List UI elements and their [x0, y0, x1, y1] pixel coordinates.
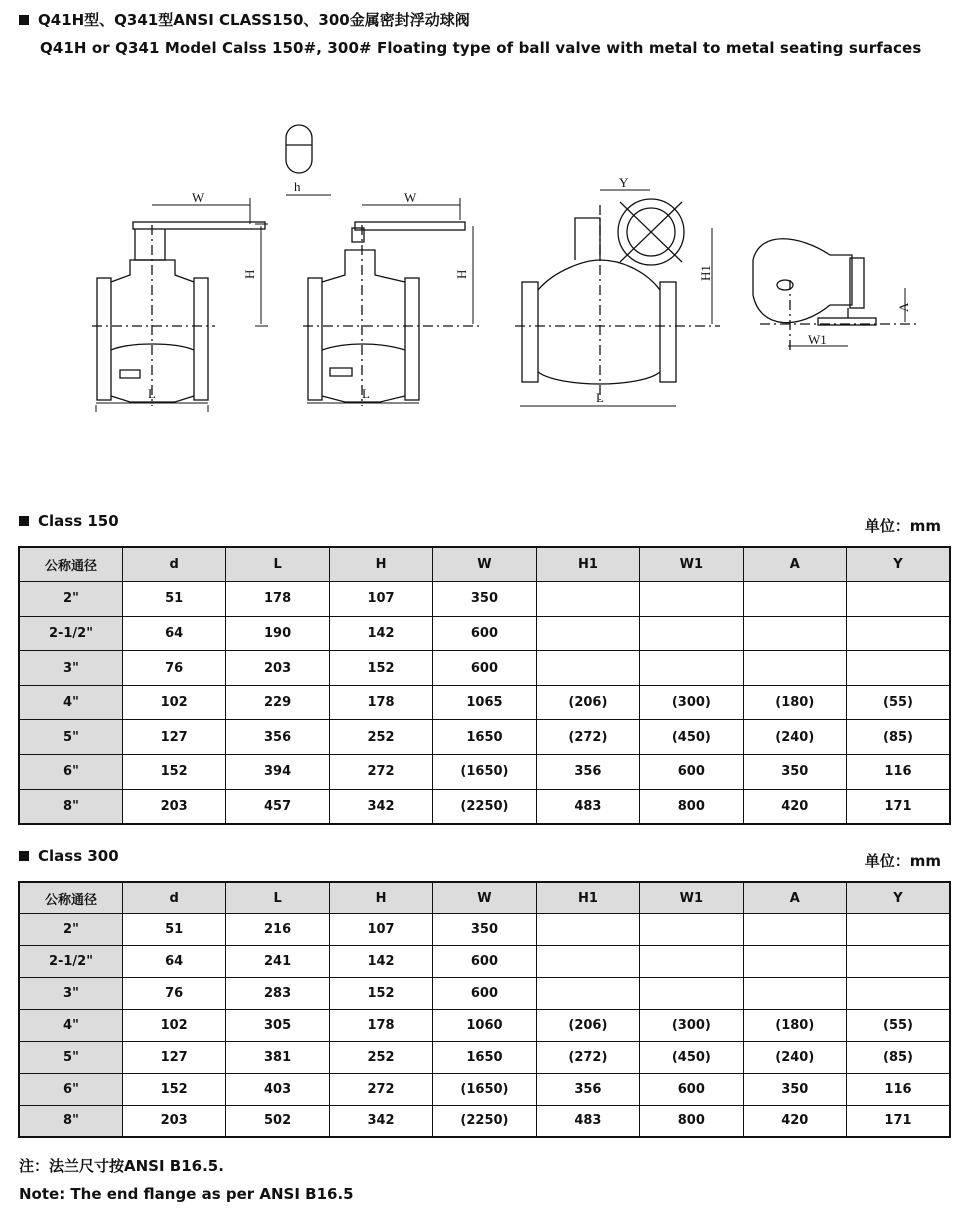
table-cell: [536, 946, 639, 978]
table-cell: (1650): [433, 1073, 536, 1105]
table-cell: 342: [329, 789, 432, 824]
table-cell: 51: [122, 914, 225, 946]
table-cell: 5": [19, 720, 122, 755]
table-cell: [743, 582, 846, 617]
table-cell: 342: [329, 1105, 432, 1137]
table-cell: [640, 914, 743, 946]
table-cell: 420: [743, 1105, 846, 1137]
table-cell: 229: [226, 685, 329, 720]
table-cell: 356: [536, 1073, 639, 1105]
table-cell: [640, 616, 743, 651]
table-cell: 127: [122, 1041, 225, 1073]
table-cell: (2250): [433, 789, 536, 824]
table-cell: (272): [536, 720, 639, 755]
table-cell: 394: [226, 755, 329, 790]
table-cell: [640, 978, 743, 1010]
table-cell: 1065: [433, 685, 536, 720]
class300-unit: 单位：mm: [864, 852, 941, 870]
table-cell: 241: [226, 946, 329, 978]
table-cell: 6": [19, 1073, 122, 1105]
column-header: d: [122, 547, 225, 582]
table-cell: [640, 582, 743, 617]
table-cell: 142: [329, 946, 432, 978]
table-cell: (1650): [433, 755, 536, 790]
table-cell: (300): [640, 1010, 743, 1042]
table-cell: 171: [847, 1105, 951, 1137]
table-cell: 356: [536, 755, 639, 790]
table-cell: 152: [122, 755, 225, 790]
table-cell: (2250): [433, 1105, 536, 1137]
column-header: H1: [536, 882, 639, 914]
table-cell: 2-1/2": [19, 946, 122, 978]
table-cell: [847, 651, 951, 686]
table-cell: (180): [743, 685, 846, 720]
note-zh: 注：法兰尺寸按ANSI B16.5.: [19, 1157, 224, 1175]
table-cell: (55): [847, 1010, 951, 1042]
table-cell: 152: [329, 978, 432, 1010]
table-cell: 283: [226, 978, 329, 1010]
table-row: [19, 914, 950, 946]
table-cell: [640, 651, 743, 686]
valve-drawings: [0, 110, 970, 430]
table-cell: 483: [536, 1105, 639, 1137]
table-cell: [743, 946, 846, 978]
table-row: [19, 755, 950, 790]
table-cell: 3": [19, 978, 122, 1010]
column-header: H: [329, 882, 432, 914]
column-header: L: [226, 547, 329, 582]
column-header: 公称通径: [19, 547, 122, 582]
table-cell: [743, 616, 846, 651]
table-cell: 4": [19, 685, 122, 720]
table-cell: 1650: [433, 720, 536, 755]
column-header: W1: [640, 882, 743, 914]
table-cell: (206): [536, 1010, 639, 1042]
table-cell: (85): [847, 720, 951, 755]
table-cell: 107: [329, 914, 432, 946]
table-cell: 116: [847, 1073, 951, 1105]
table-cell: 350: [433, 914, 536, 946]
lever-valve-drawing-2: [303, 198, 480, 406]
table-row: [19, 685, 950, 720]
label-h1: H1: [698, 265, 713, 281]
table-cell: 457: [226, 789, 329, 824]
table-cell: [743, 651, 846, 686]
table-cell: [743, 978, 846, 1010]
table-cell: 51: [122, 582, 225, 617]
table-cell: (206): [536, 685, 639, 720]
class150-unit: 单位：mm: [864, 517, 941, 535]
table-cell: 76: [122, 978, 225, 1010]
table-cell: 2": [19, 582, 122, 617]
column-header: W1: [640, 547, 743, 582]
page-title-zh: Q41H型、Q341型ANSI CLASS150、300金属密封浮动球阀: [19, 9, 470, 30]
table-cell: (450): [640, 1041, 743, 1073]
column-header: A: [743, 547, 846, 582]
bullet-square-icon: [19, 516, 29, 526]
table-cell: 107: [329, 582, 432, 617]
label-h-small: h: [294, 179, 301, 194]
table-cell: (180): [743, 1010, 846, 1042]
handle-section-drawing: [286, 125, 331, 195]
table-cell: 178: [226, 582, 329, 617]
table-cell: 102: [122, 685, 225, 720]
bullet-square-icon: [19, 15, 29, 25]
table-cell: 350: [743, 1073, 846, 1105]
table-cell: 2-1/2": [19, 616, 122, 651]
table-header-row: [19, 882, 950, 914]
table-cell: 216: [226, 914, 329, 946]
label-w-1: W: [192, 190, 205, 205]
column-header: A: [743, 882, 846, 914]
table-cell: 600: [433, 978, 536, 1010]
table-cell: 190: [226, 616, 329, 651]
table-cell: 381: [226, 1041, 329, 1073]
table-row: [19, 1105, 950, 1137]
label-w1: W1: [808, 332, 827, 347]
table-cell: 350: [743, 755, 846, 790]
table-cell: [536, 616, 639, 651]
table-cell: 252: [329, 720, 432, 755]
table-row: [19, 651, 950, 686]
column-header: 公称通径: [19, 882, 122, 914]
table-cell: 272: [329, 1073, 432, 1105]
table-cell: 152: [329, 651, 432, 686]
label-y: Y: [619, 175, 629, 190]
table-cell: (300): [640, 685, 743, 720]
column-header: H1: [536, 547, 639, 582]
lever-valve-drawing: [92, 198, 268, 412]
table-cell: 8": [19, 789, 122, 824]
table-cell: 5": [19, 1041, 122, 1073]
table-cell: 305: [226, 1010, 329, 1042]
class150-table: [18, 546, 951, 825]
table-cell: 2": [19, 914, 122, 946]
table-cell: 356: [226, 720, 329, 755]
table-cell: [847, 914, 951, 946]
table-cell: [536, 914, 639, 946]
table-cell: 800: [640, 1105, 743, 1137]
table-cell: 203: [226, 651, 329, 686]
table-cell: (450): [640, 720, 743, 755]
table-cell: (85): [847, 1041, 951, 1073]
table-cell: 152: [122, 1073, 225, 1105]
table-cell: 600: [433, 616, 536, 651]
table-cell: 127: [122, 720, 225, 755]
table-cell: 600: [433, 651, 536, 686]
table-row: [19, 1041, 950, 1073]
column-header: d: [122, 882, 225, 914]
label-w-2: W: [404, 190, 417, 205]
table-row: [19, 978, 950, 1010]
class300-title: Class 300: [19, 847, 119, 865]
table-cell: 600: [433, 946, 536, 978]
table-cell: 102: [122, 1010, 225, 1042]
label-l-1: L: [148, 386, 156, 401]
table-cell: [640, 946, 743, 978]
label-h-2: H: [454, 269, 469, 279]
table-cell: 203: [122, 789, 225, 824]
table-row: [19, 1010, 950, 1042]
table-cell: 178: [329, 685, 432, 720]
table-cell: 178: [329, 1010, 432, 1042]
table-cell: 76: [122, 651, 225, 686]
label-l-2: L: [362, 386, 370, 401]
column-header: L: [226, 882, 329, 914]
table-row: [19, 789, 950, 824]
class150-title: Class 150: [19, 512, 119, 530]
table-cell: 203: [122, 1105, 225, 1137]
table-cell: 420: [743, 789, 846, 824]
gearbox-drawing: [753, 239, 920, 350]
note-en: Note: The end flange as per ANSI B16.5: [19, 1185, 354, 1203]
label-h-1: H: [242, 269, 257, 279]
table-row: [19, 1073, 950, 1105]
table-row: [19, 616, 950, 651]
table-row: [19, 720, 950, 755]
table-cell: [847, 978, 951, 1010]
table-cell: (55): [847, 685, 951, 720]
bullet-square-icon: [19, 851, 29, 861]
table-cell: [536, 651, 639, 686]
table-cell: 600: [640, 755, 743, 790]
page-title-en: Q41H or Q341 Model Calss 150#, 300# Floating type of ball valve with metal to metal seating surfaces: [40, 39, 922, 57]
table-cell: 600: [640, 1073, 743, 1105]
table-cell: [847, 616, 951, 651]
table-cell: 1650: [433, 1041, 536, 1073]
table-cell: 3": [19, 651, 122, 686]
table-cell: [847, 946, 951, 978]
table-cell: (240): [743, 1041, 846, 1073]
table-cell: 171: [847, 789, 951, 824]
table-cell: 4": [19, 1010, 122, 1042]
table-cell: 800: [640, 789, 743, 824]
table-cell: 403: [226, 1073, 329, 1105]
column-header: W: [433, 882, 536, 914]
table-cell: 116: [847, 755, 951, 790]
table-cell: [743, 914, 846, 946]
table-header-row: [19, 547, 950, 582]
table-cell: 6": [19, 755, 122, 790]
table-cell: (272): [536, 1041, 639, 1073]
table-cell: (240): [743, 720, 846, 755]
column-header: W: [433, 547, 536, 582]
class300-table: [18, 881, 951, 1138]
table-cell: [536, 978, 639, 1010]
table-cell: 350: [433, 582, 536, 617]
table-cell: 8": [19, 1105, 122, 1137]
table-cell: 252: [329, 1041, 432, 1073]
column-header: Y: [847, 547, 951, 582]
table-row: [19, 946, 950, 978]
label-a: A: [896, 302, 911, 312]
column-header: Y: [847, 882, 951, 914]
table-cell: 502: [226, 1105, 329, 1137]
table-cell: [847, 582, 951, 617]
table-cell: 142: [329, 616, 432, 651]
table-cell: 1060: [433, 1010, 536, 1042]
table-row: [19, 582, 950, 617]
label-l-3: L: [596, 390, 604, 405]
table-cell: [536, 582, 639, 617]
column-header: H: [329, 547, 432, 582]
table-cell: 483: [536, 789, 639, 824]
gear-valve-drawing: [515, 190, 720, 406]
table-cell: 64: [122, 946, 225, 978]
table-cell: 64: [122, 616, 225, 651]
table-cell: 272: [329, 755, 432, 790]
